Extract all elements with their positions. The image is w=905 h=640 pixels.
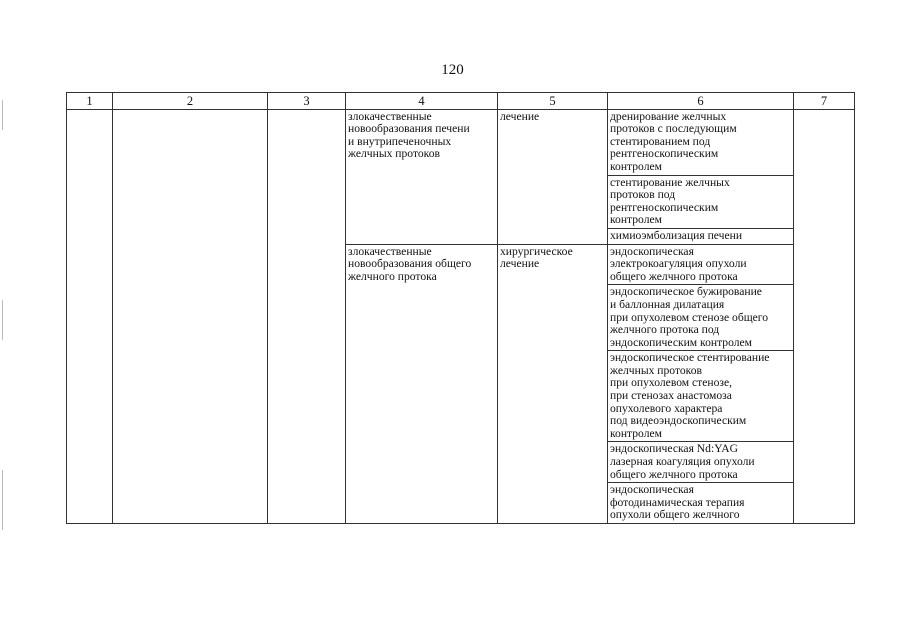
- method-cell: [608, 175, 794, 228]
- page-number: 120: [441, 62, 464, 78]
- method-line: электрокоагуляция опухоли: [610, 257, 747, 271]
- method-cell: [608, 109, 794, 175]
- cell-col3: [268, 109, 346, 523]
- diagnosis-line: и внутрипеченочных: [348, 134, 452, 148]
- services-table: [66, 92, 855, 524]
- method-line: контролем: [610, 159, 662, 173]
- cell-col1: [67, 109, 113, 523]
- scan-edge-mark: [2, 300, 3, 340]
- treatment-line: лечение: [500, 257, 540, 271]
- method-line: контролем: [610, 213, 662, 227]
- method-line: желчного протока под: [610, 323, 720, 337]
- method-line: эндоскопическая Nd:YAG: [610, 442, 739, 456]
- method-line: общего желчного протока: [610, 269, 738, 283]
- method-line: стентирование желчных: [610, 175, 730, 189]
- column-header-5: 5: [498, 93, 608, 110]
- method-line: под видеоэндоскопическим: [610, 414, 747, 428]
- method-line: эндоскопическая: [610, 483, 694, 497]
- method-line: контролем: [610, 426, 662, 440]
- column-header-2: 2: [113, 93, 268, 110]
- method-line: дренирование желчных: [610, 109, 727, 123]
- method-line: и баллонная дилатация: [610, 297, 725, 311]
- method-line: при стенозах анастомоза: [610, 389, 732, 403]
- method-line: рентгеноскопическим: [610, 147, 719, 161]
- method-line: при опухолевом стенозе,: [610, 376, 733, 390]
- method-cell: [608, 351, 794, 442]
- method-line: протоков с последующим: [610, 122, 737, 136]
- scan-edge-mark: [2, 470, 3, 530]
- method-cell: [608, 228, 794, 244]
- method-line: общего желчного протока: [610, 467, 738, 481]
- column-header-6: 6: [608, 93, 794, 110]
- method-cell: [608, 483, 794, 524]
- treatment-cell: [498, 244, 608, 523]
- method-line: рентгеноскопическим: [610, 200, 719, 214]
- treatment-line: хирургическое: [500, 244, 573, 258]
- scan-edge-mark: [2, 100, 3, 130]
- column-header-7: 7: [794, 93, 855, 110]
- method-line: желчных протоков: [610, 363, 702, 377]
- method-line: химиоэмболизация печени: [610, 228, 743, 242]
- diagnosis-line: злокачественные: [348, 244, 432, 258]
- diagnosis-line: злокачественные: [348, 109, 432, 123]
- method-line: лазерная коагуляция опухоли: [610, 455, 755, 469]
- column-header-4: 4: [346, 93, 498, 110]
- diagnosis-line: желчного протока: [348, 269, 437, 283]
- diagnosis-cell: [346, 109, 498, 244]
- method-line: эндоскопическим контролем: [610, 335, 753, 349]
- diagnosis-line: новообразования общего: [348, 257, 472, 271]
- method-cell: [608, 285, 794, 351]
- method-line: опухоли общего желчного: [610, 508, 740, 522]
- cell-col7: [794, 109, 855, 523]
- method-line: при опухолевом стенозе общего: [610, 310, 769, 324]
- method-line: эндоскопическая: [610, 244, 694, 258]
- method-line: эндоскопическое стентирование: [610, 351, 770, 365]
- cell-col2: [113, 109, 268, 523]
- diagnosis-line: новообразования печени: [348, 122, 470, 136]
- method-line: фотодинамическая терапия: [610, 495, 745, 509]
- method-line: протоков под: [610, 188, 676, 202]
- header-row: [67, 93, 855, 110]
- method-cell: [608, 442, 794, 483]
- method-line: эндоскопическое бужирование: [610, 285, 762, 299]
- table-row: [67, 109, 855, 175]
- column-header-3: 3: [268, 93, 346, 110]
- column-header-1: 1: [67, 93, 113, 110]
- method-cell: [608, 244, 794, 285]
- method-line: опухолевого характера: [610, 401, 723, 415]
- treatment-line: лечение: [500, 109, 540, 123]
- diagnosis-cell: [346, 244, 498, 523]
- treatment-cell: [498, 109, 608, 244]
- diagnosis-line: желчных протоков: [348, 147, 440, 161]
- method-line: стентированием под: [610, 134, 711, 148]
